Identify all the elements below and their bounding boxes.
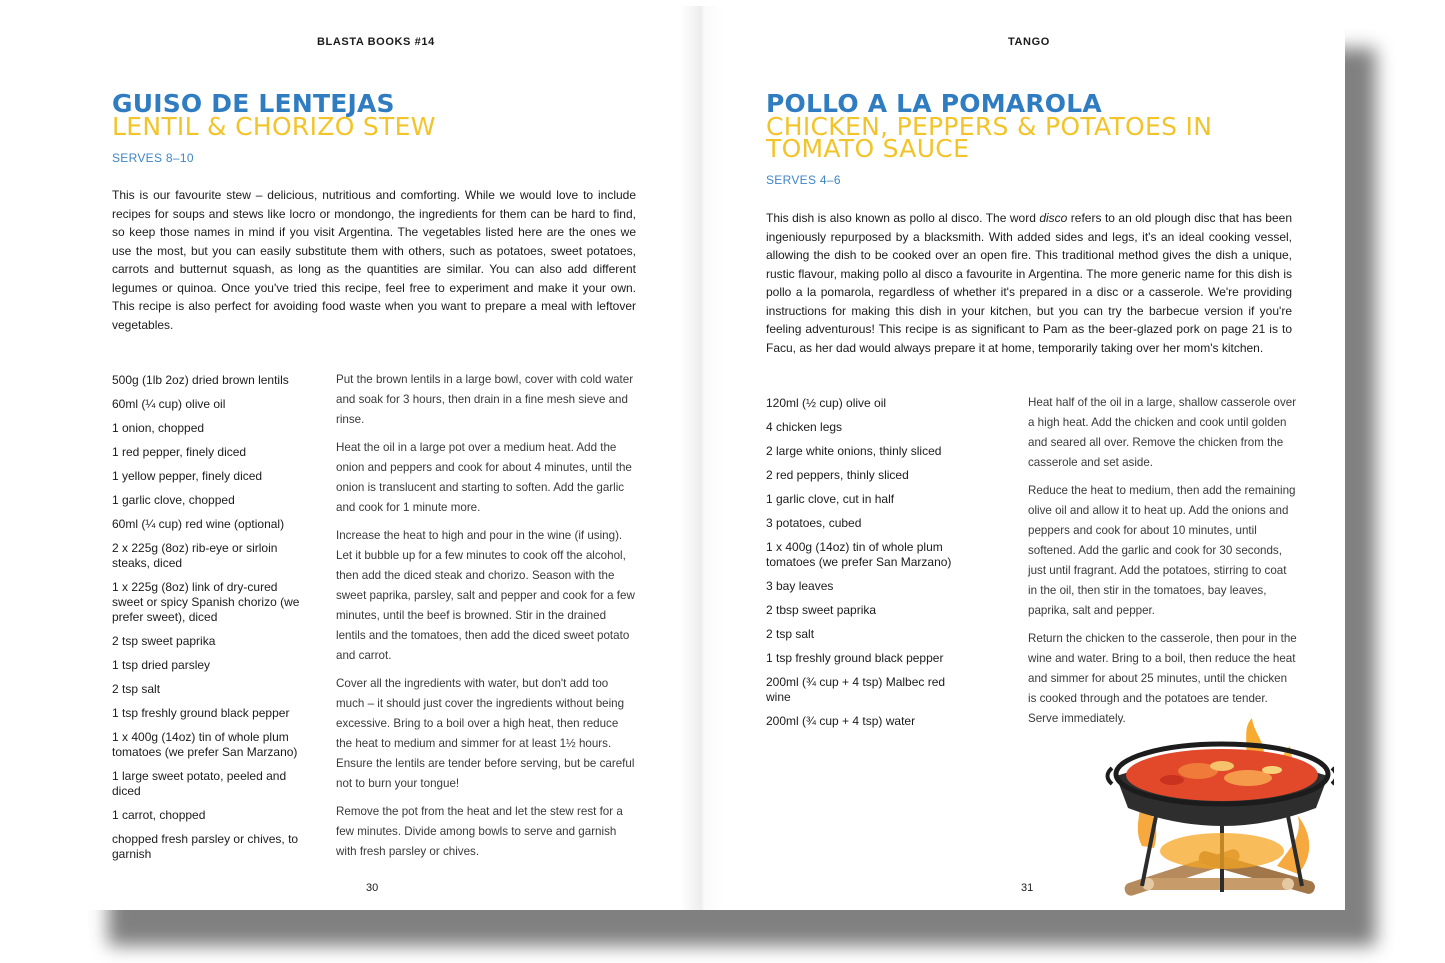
ingredient-item: 3 potatoes, cubed [766,516,862,530]
ingredients-list [112,373,310,871]
ingredient-item: 1 yellow pepper, finely diced [112,469,263,483]
method-step: Return the chicken to the casserole, then pour in the wine and water. Bring to a boil, then reduce the heat and simmer for about 25 minutes, until the chicken is cooked through and the potatoes are tender. Serve immediately. [1028,632,1297,725]
ingredient-item: 1 large sweet potato, peeled and diced [112,769,287,798]
ingredient-item: 1 tsp freshly ground black pepper [112,706,290,720]
ingredient-item: 2 tbsp sweet paprika [766,603,877,617]
ingredient-item: 60ml (¼ cup) red wine (optional) [112,517,285,531]
ingredient-item: 3 bay leaves [766,579,834,593]
left-page [62,6,702,910]
ingredient-item: 4 chicken legs [766,420,843,434]
ingredient-item: 1 onion, chopped [112,421,205,435]
ingredient-item: 1 tsp freshly ground black pepper [766,651,944,665]
recipe-title-spanish: POLLO A LA POMAROLA [766,89,1102,118]
disc-pot-over-fire-illustration [1102,716,1334,902]
ingredient-item: 2 red peppers, thinly sliced [766,468,909,482]
ingredient-item: 1 x 225g (8oz) link of dry-cured sweet or spicy Spanish chorizo (we prefer sweet), diced [112,580,300,624]
ingredient-item: 2 tsp salt [766,627,815,641]
book-spread [62,6,1345,910]
method-step: Increase the heat to high and pour in the wine (if using). Let it bubble up for a few minutes to cook off the alcohol, then add the diced steak and chorizo. Season with the sweet paprika, parsley, salt and pepper and cook for a few minutes, until the beef is browned. Stir in the drained lentils and the tomatoes, then add the diced sweet potato and carrot. [336,529,635,662]
ingredient-item: chopped fresh parsley or chives, to garnish [112,832,299,861]
method-step: Heat half of the oil in a large, shallow casserole over a high heat. Add the chicken and cook until golden and seared all over. Remove the chicken from the casserole and set aside. [1028,396,1297,469]
method-step: Remove the pot from the heat and let the stew rest for a few minutes. Divide among bowls to serve and garnish with fresh parsley or chives. [336,805,623,858]
method-steps [1028,393,1298,737]
ingredient-item: 2 x 225g (8oz) rib-eye or sirloin steaks, diced [112,541,278,570]
ingredient-item: 2 tsp salt [112,682,161,696]
page-number-right: 31 [1021,882,1034,894]
right-page [702,6,1345,910]
recipe-title-english: LENTIL & CHORIZO STEW [112,112,436,141]
method-step: Reduce the heat to medium, then add the remaining olive oil and allow it to heat up. Add the onions and peppers and cook for about 10 minutes, until softened. Add the garlic and cook for 30 seconds, just until fragrant. Add the potatoes, stirring to coat in the oil, then stir in the tomatoes, bay leaves, paprika, salt and pepper. [1028,484,1296,617]
ingredient-item: 500g (1lb 2oz) dried brown lentils [112,373,289,387]
ingredient-item: 2 tsp sweet paprika [112,634,216,648]
ingredient-item: 1 carrot, chopped [112,808,206,822]
ingredient-item: 200ml (¾ cup + 4 tsp) water [766,714,916,728]
method-step: Cover all the ingredients with water, but don't add too much – it should just cover the ingredients without being excessive. Bring to a boil over a high heat, then reduce the heat to medium and simmer for at least 1½ hours. Ensure the lentils are tender before serving, but be careful not to burn your tongue! [336,677,635,790]
serves-label: SERVES 4–6 [766,173,841,187]
ingredient-item: 1 garlic clove, chopped [112,493,235,507]
page-number-left: 30 [366,882,379,894]
ingredient-item: 1 x 400g (14oz) tin of whole plum tomatoes (we prefer San Marzano) [766,540,952,569]
ingredient-item: 60ml (¼ cup) olive oil [112,397,226,411]
recipe-title-english: CHICKEN, PEPPERS & POTATOES IN TOMATO SAUCE [766,112,1213,163]
intro-emphasis: disco [1039,211,1068,225]
ingredient-item: 1 red pepper, finely diced [112,445,247,459]
intro-paragraph: This is our favourite stew – delicious, nutritious and comforting. While we would love to include recipes for soups and stews like locro or mondongo, the ingredients for them can be hard to find, so keep those names in mind if you visit Argentina. The vegetables listed here are the ones we use the most, but you can easily substitute them with others, such as potatoes, sweet potatoes, carrots and butternut squash, as long as the quantities are similar. You can also add different legumes or quinoa. Once you've tried this recipe, feel free to experiment and make it your own. This recipe is also perfect for avoiding food waste when you want to prepare a meal with leftover vegetables. [112,188,636,332]
ingredient-item: 1 x 400g (14oz) tin of whole plum tomatoes (we prefer San Marzano) [112,730,298,759]
ingredient-item: 200ml (¾ cup + 4 tsp) Malbec red wine [766,675,946,704]
intro-paragraph [766,209,1292,357]
ingredients-list [766,396,966,738]
recipe-title-spanish: GUISO DE LENTEJAS [112,89,395,118]
ingredient-item: 1 garlic clove, cut in half [766,492,895,506]
method-step: Heat the oil in a large pot over a medium heat. Add the onion and peppers and cook for about 4 minutes, until the onion is translucent and starting to soften. Add the garlic and cook for 1 minute more. [336,441,632,514]
intro-text: refers to an old plough disc that has been ingeniously repurposed by a blacksmith. With added sides and legs, it's an ideal cooking vessel, allowing the dish to be cooked over an open fire. This traditional method gives the dish a unique, rustic flavour, making pollo al disco a favourite in Argentina. The more generic name for this dish is pollo a la pomarola, regardless of whether it's prepared in a disc or a casserole. We're providing instructions for making this dish in your kitchen, but you can try the barbecue version if you're feeling adventurous! This recipe is as significant to Pam as the beer-glazed pork on page 21 is to Facu, as her dad would always prepare it at home, temporarily taking over her mom's kitchen. [766,211,1292,355]
ingredient-item: 2 large white onions, thinly sliced [766,444,942,458]
serves-label: SERVES 8–10 [112,151,194,165]
method-step: Put the brown lentils in a large bowl, cover with cold water and soak for 3 hours, then drain in a fine mesh sieve and rinse. [336,373,634,426]
method-steps [336,370,636,870]
ingredient-item: 1 tsp dried parsley [112,658,211,672]
intro-text: This dish is also known as pollo al disco. The word [766,211,1040,225]
running-head-right: TANGO [1008,36,1050,48]
running-head-left: BLASTA BOOKS #14 [317,36,435,48]
ingredient-item: 120ml (½ cup) olive oil [766,396,887,410]
